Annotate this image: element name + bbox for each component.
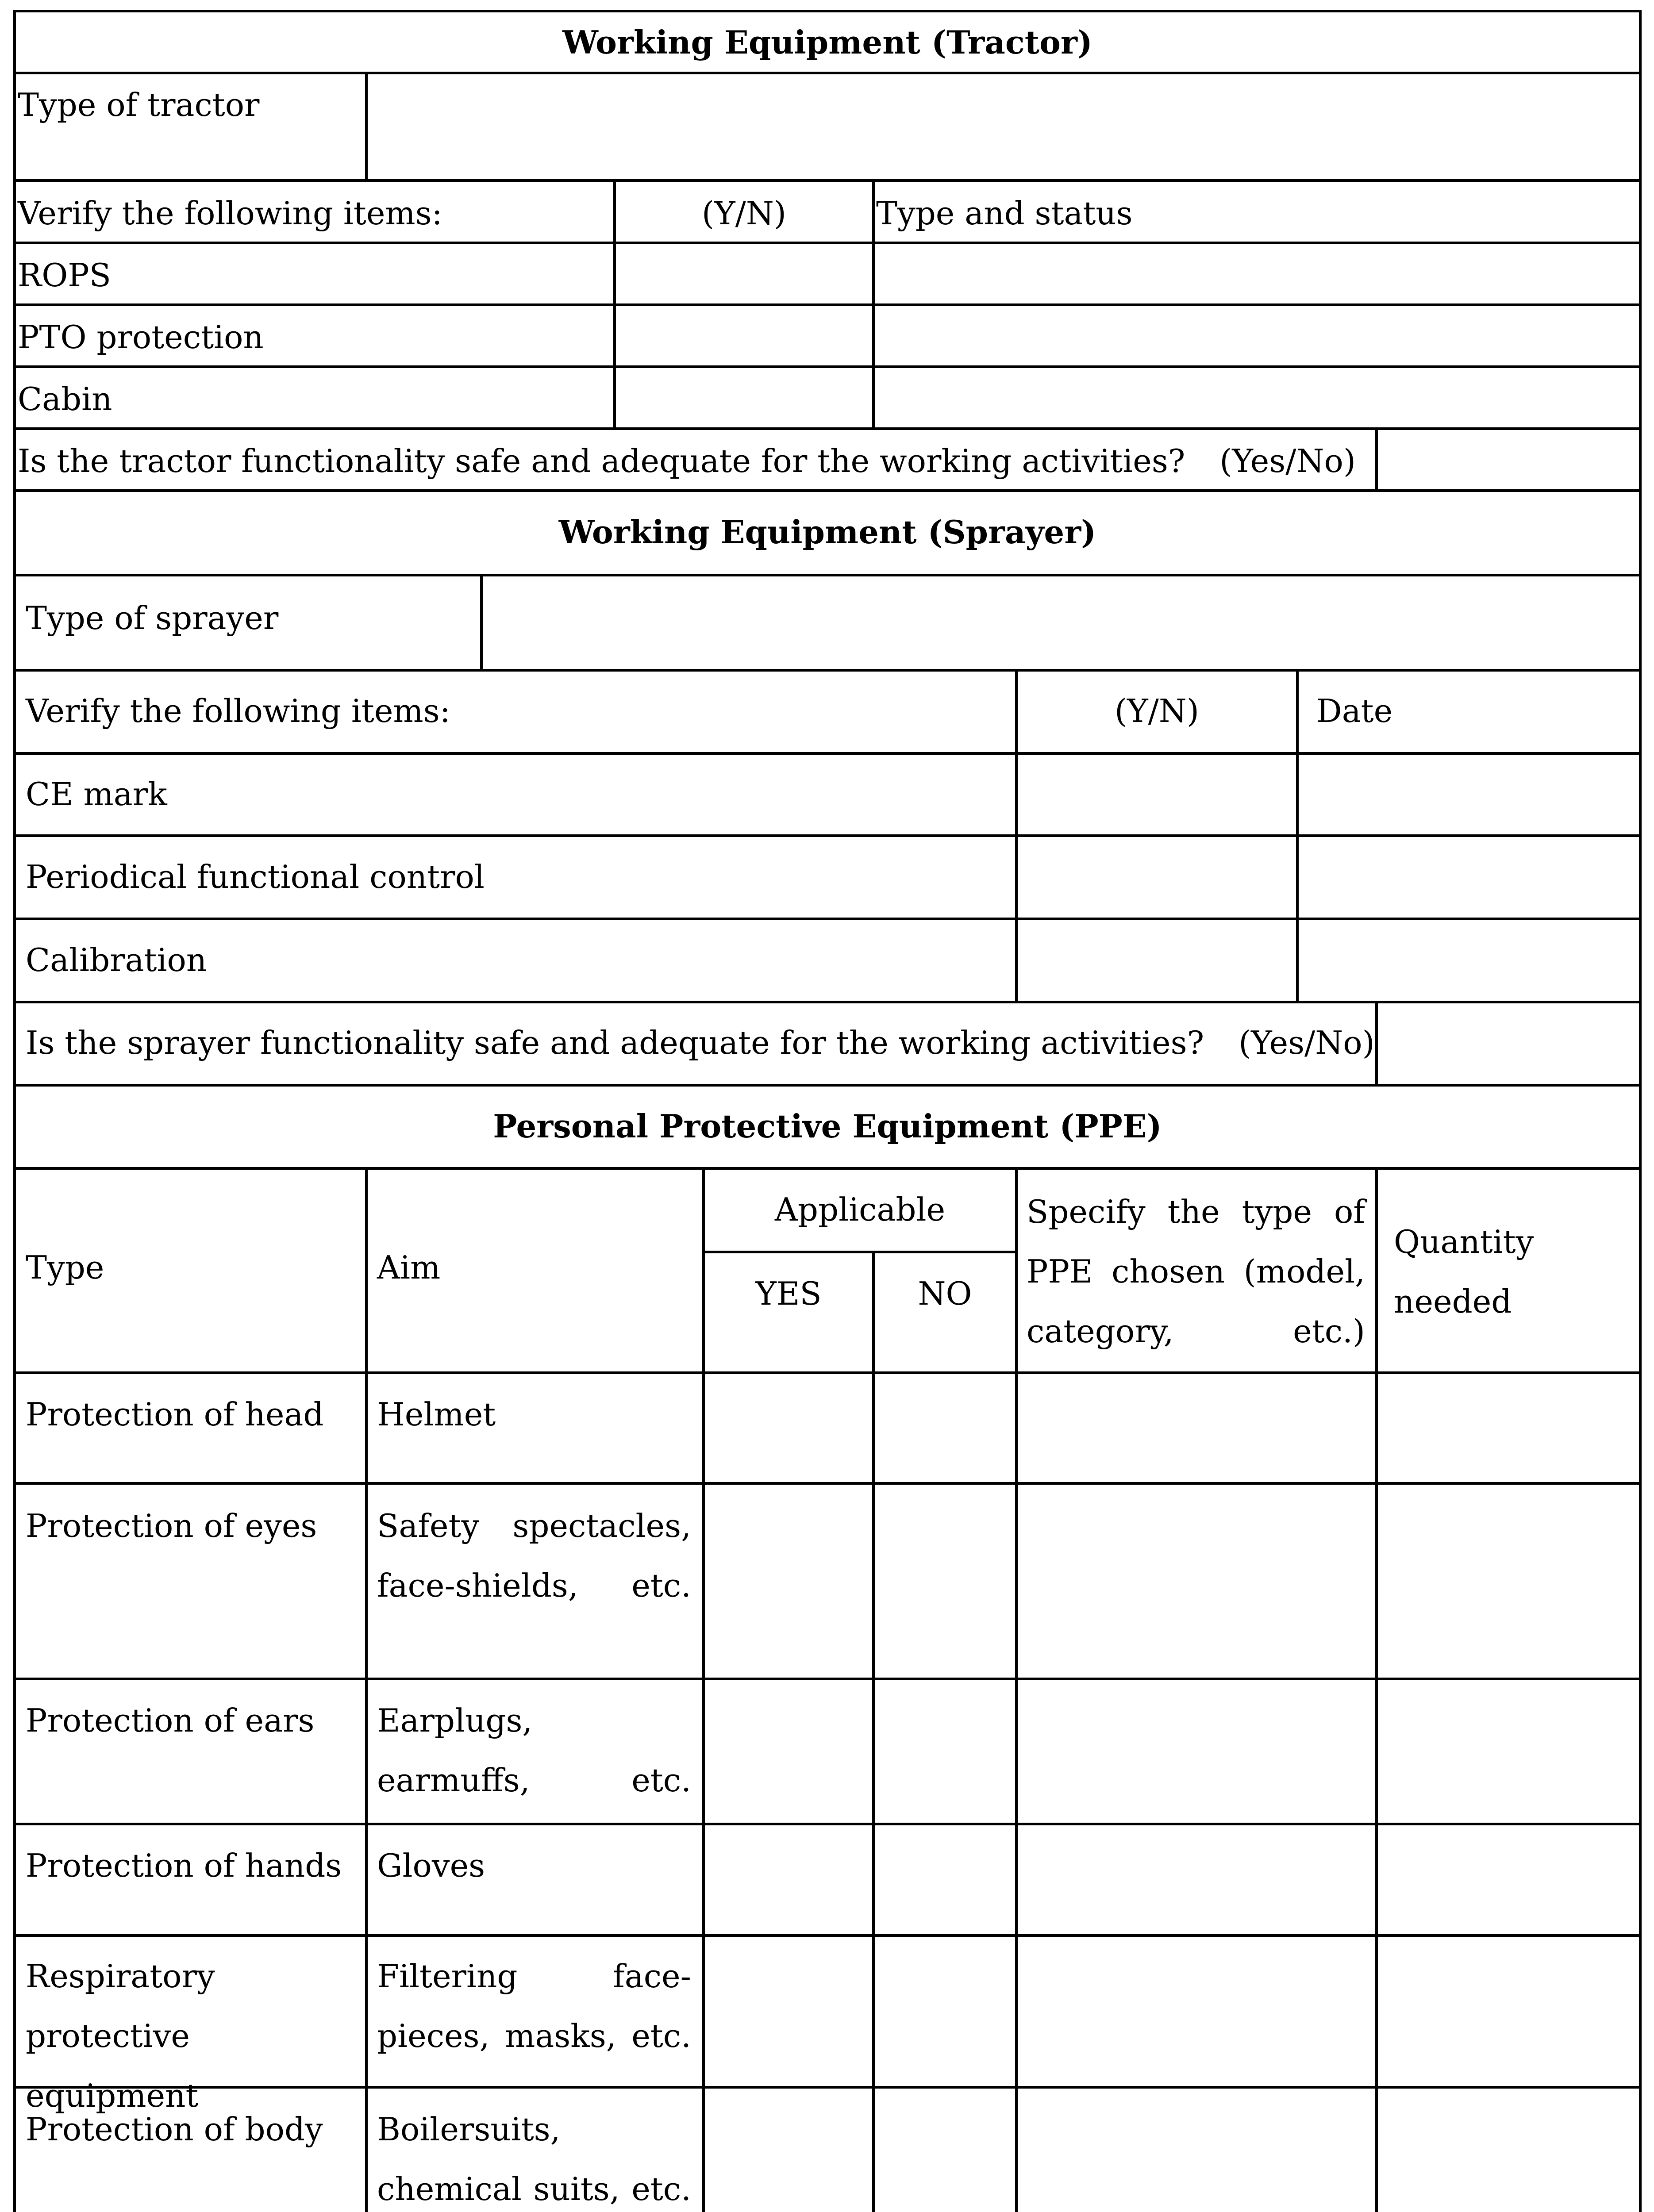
ppe-no-checkbox[interactable] — [875, 1374, 1015, 1482]
ppe-header-aim: Aim — [377, 1249, 441, 1286]
tractor-item-rops: ROPS — [18, 257, 112, 294]
tractor-safety-question — [18, 436, 1356, 487]
rule — [1639, 10, 1642, 2212]
ppe-specify-field[interactable] — [1018, 1825, 1375, 1934]
ppe-yes-checkbox[interactable] — [705, 1680, 872, 1823]
sprayer-type-label: Type of sprayer — [26, 599, 279, 637]
sprayer-safety-answer-field[interactable] — [1378, 1003, 1639, 1084]
rule — [13, 1167, 1642, 1170]
ppe-row-aim: Safety spectacles, face-shields, etc. — [377, 1507, 691, 1604]
ppe-yes-checkbox[interactable] — [705, 1374, 872, 1482]
ppe-row-aim: Helmet — [377, 1396, 496, 1433]
sprayer-control-yn-field[interactable] — [1018, 837, 1296, 918]
ppe-header-no: NO — [918, 1275, 972, 1312]
rule — [13, 669, 1642, 672]
sprayer-ce-yn-field[interactable] — [1018, 755, 1296, 834]
sprayer-calibration-yn-field[interactable] — [1018, 920, 1296, 1001]
tractor-pto-yn-field[interactable] — [616, 306, 872, 365]
ppe-row-aim: Filtering face-pieces, masks, etc. — [377, 1958, 691, 2055]
rule — [13, 1084, 1642, 1087]
tractor-safety-answer-field[interactable] — [1378, 430, 1639, 489]
sprayer-control-date-field[interactable] — [1299, 837, 1639, 918]
tractor-rops-yn-field[interactable] — [616, 244, 872, 303]
tractor-type-label: Type of tractor — [18, 86, 260, 123]
ppe-row-type: Protection of body — [26, 2111, 323, 2148]
ppe-quantity-field[interactable] — [1378, 1374, 1639, 1482]
ppe-no-checkbox[interactable] — [875, 1485, 1015, 1678]
ppe-specify-field[interactable] — [1018, 1485, 1375, 1678]
ppe-header-applicable: Applicable — [774, 1191, 946, 1228]
ppe-no-checkbox[interactable] — [875, 1825, 1015, 1934]
ppe-specify-field[interactable] — [1018, 1680, 1375, 1823]
tractor-type-field[interactable] — [368, 74, 1639, 179]
rule — [702, 1251, 1015, 1253]
sprayer-item-functional-control: Periodical functional control — [26, 858, 485, 895]
ppe-row-type: Protection of head — [26, 1396, 324, 1433]
tractor-cabin-status-field[interactable] — [875, 368, 1639, 427]
tractor-answer-hint: (Yes/No) — [1219, 442, 1356, 480]
rule — [13, 10, 1642, 12]
ppe-yes-checkbox[interactable] — [705, 1825, 872, 1934]
sprayer-yn-header: (Y/N) — [1115, 692, 1199, 730]
ppe-section-title: Personal Protective Equipment (PPE) — [493, 1107, 1162, 1145]
ppe-quantity-field[interactable] — [1378, 1825, 1639, 1934]
tractor-rops-status-field[interactable] — [875, 244, 1639, 303]
sprayer-date-header: Date — [1316, 692, 1393, 730]
ppe-yes-checkbox[interactable] — [705, 2089, 872, 2212]
ppe-yes-checkbox[interactable] — [705, 1485, 872, 1678]
tractor-item-cabin: Cabin — [18, 380, 112, 418]
tractor-cabin-yn-field[interactable] — [616, 368, 872, 427]
sprayer-type-field[interactable] — [483, 576, 1639, 669]
sprayer-section-title: Working Equipment (Sprayer) — [558, 513, 1096, 551]
sprayer-ce-date-field[interactable] — [1299, 755, 1639, 834]
tractor-item-pto: PTO protection — [18, 319, 264, 356]
ppe-no-checkbox[interactable] — [875, 1680, 1015, 1823]
ppe-quantity-field[interactable] — [1378, 1937, 1639, 2086]
ppe-row-type: Protection of eyes — [26, 1507, 317, 1544]
ppe-specify-field[interactable] — [1018, 1374, 1375, 1482]
ppe-row-type: Protection of ears — [26, 1702, 315, 1739]
ppe-specify-field[interactable] — [1018, 2089, 1375, 2212]
tractor-verify-label: Verify the following items: — [18, 195, 442, 232]
ppe-yes-checkbox[interactable] — [705, 1937, 872, 2086]
sprayer-answer-hint: (Yes/No) — [1239, 1024, 1375, 1061]
ppe-quantity-field[interactable] — [1378, 1680, 1639, 1823]
tractor-status-header: Type and status — [876, 195, 1133, 232]
sprayer-item-ce-mark: CE mark — [26, 776, 167, 813]
rule — [13, 489, 1642, 492]
ppe-no-checkbox[interactable] — [875, 1937, 1015, 2086]
ppe-row-aim: Gloves — [377, 1847, 485, 1884]
ppe-row-aim: Earplugs, earmuffs, etc. — [377, 1702, 691, 1799]
tractor-question-text: Is the tractor functionality safe and adequate for the working activities? — [18, 442, 1185, 480]
rule — [365, 1167, 368, 2212]
sprayer-item-calibration: Calibration — [26, 941, 207, 979]
sprayer-verify-label: Verify the following items: — [26, 692, 450, 730]
ppe-header-quantity: Quantity needed — [1394, 1223, 1534, 1320]
ppe-header-specify: Specify the type of PPE chosen (model, category, etc.) — [1027, 1193, 1365, 1350]
ppe-quantity-field[interactable] — [1378, 2089, 1639, 2212]
ppe-row-aim: Boilersuits, chemical suits, etc. — [377, 2111, 691, 2208]
ppe-header-yes: YES — [755, 1275, 822, 1312]
sprayer-safety-question — [26, 1018, 1375, 1068]
sprayer-calibration-date-field[interactable] — [1299, 920, 1639, 1001]
ppe-row-type: Protection of hands — [26, 1847, 342, 1884]
tractor-section-title: Working Equipment (Tractor) — [562, 23, 1092, 61]
ppe-quantity-field[interactable] — [1378, 1485, 1639, 1678]
rule — [13, 179, 1642, 182]
ppe-specify-field[interactable] — [1018, 1937, 1375, 2086]
ppe-no-checkbox[interactable] — [875, 2089, 1015, 2212]
tractor-yn-header: (Y/N) — [702, 195, 786, 232]
sprayer-question-text: Is the sprayer functionality safe and adequate for the working activities? — [26, 1024, 1204, 1061]
tractor-pto-status-field[interactable] — [875, 306, 1639, 365]
ppe-header-type: Type — [26, 1249, 104, 1286]
ppe-row-type: Respiratory protective equipment — [26, 1958, 215, 2114]
